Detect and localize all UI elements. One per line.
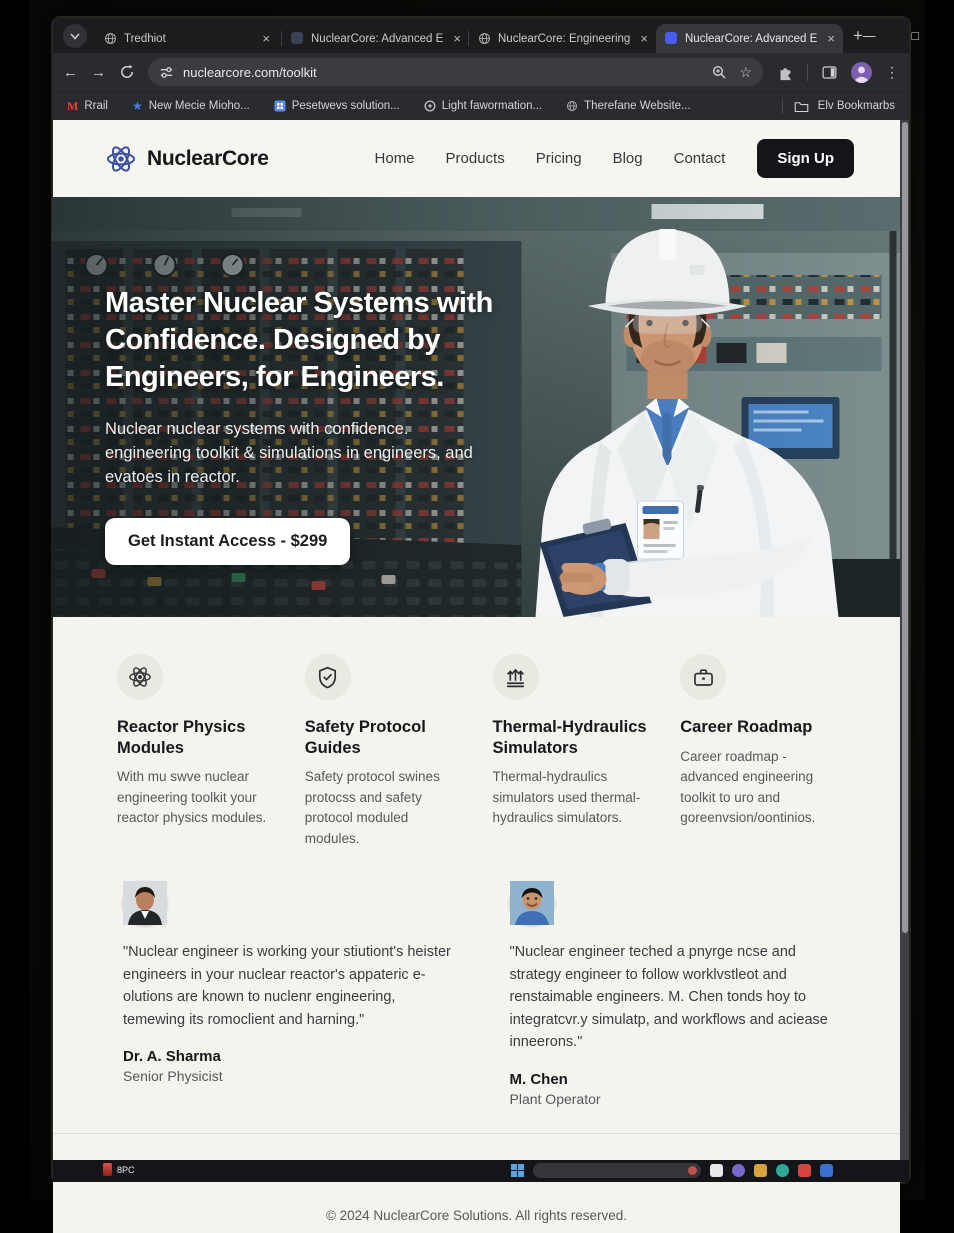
menu-kebab-icon[interactable]: ⋮ — [885, 63, 899, 80]
avatar — [510, 881, 554, 925]
tab-title: NuclearCore: Engineering — [498, 32, 631, 45]
feature-desc: Safety protocol swines protocss and safety protocol moduled modules. — [304, 769, 440, 846]
taskbar-app-icon[interactable] — [710, 1164, 723, 1177]
taskbar-corner-label: 8PC — [117, 1164, 135, 1175]
chevron-down-icon — [70, 33, 80, 40]
tab-title: Tredhiot — [124, 32, 166, 45]
bookmark-label: Rrail — [84, 100, 108, 112]
atom-icon — [127, 664, 153, 690]
feature-career-roadmap — [680, 654, 842, 849]
feature-thermal-simulators — [493, 654, 655, 849]
ring-icon — [424, 100, 436, 112]
atom-icon — [105, 143, 137, 175]
browser-tab-1[interactable] — [95, 24, 282, 53]
feature-title: Thermal-Hydraulics Simulators — [492, 718, 647, 757]
hero-subtitle: Nuclear nuclear systems with confidence. engineering toolkit & simulations in engineers, and evatoes in reactor. — [105, 420, 473, 486]
windows-taskbar — [53, 1160, 909, 1182]
taskbar-corner-icon[interactable] — [103, 1163, 112, 1176]
avatar — [123, 881, 167, 925]
taskbar-app-icon[interactable] — [820, 1164, 833, 1177]
feature-desc: Career roadmap - advanced engineering toolkit to uro and goreenvsion/oontinios. — [680, 748, 816, 826]
reload-icon — [119, 64, 135, 80]
globe-icon — [104, 32, 117, 45]
tab-close-button[interactable]: × — [640, 31, 648, 46]
testimonial-sharma — [123, 881, 456, 1106]
bookmarks-bar — [53, 91, 909, 120]
browser-toolbar — [53, 53, 909, 91]
signup-button[interactable]: Sign Up — [757, 139, 854, 178]
bookmark-label: Pesetwevs solution... — [291, 100, 400, 112]
tab-close-button[interactable]: × — [453, 31, 461, 46]
profile-avatar[interactable] — [851, 62, 872, 83]
site-favicon — [291, 32, 304, 45]
all-bookmarks[interactable] — [782, 99, 895, 114]
hero-content — [105, 285, 493, 565]
maximize-button[interactable]: □ — [911, 28, 919, 43]
testimonials-section — [53, 855, 900, 1116]
gmail-icon: M — [67, 98, 79, 113]
taskbar-app-icon[interactable] — [776, 1164, 789, 1177]
new-tab-button[interactable]: + — [853, 26, 863, 45]
tab-close-button[interactable]: × — [827, 31, 835, 46]
feature-reactor-physics — [117, 654, 279, 849]
copyright: © 2024 NuclearCore Solutions. All rights reserved. — [325, 1207, 628, 1223]
feature-title: Safety Protocol Guides — [304, 718, 426, 757]
testimonial-role: Plant Operator — [509, 1090, 601, 1107]
minimize-button[interactable]: — — [862, 28, 876, 43]
all-bookmarks-label: Elv Bookmarbs — [817, 100, 895, 112]
shield-check-icon — [315, 665, 340, 690]
site-settings-icon[interactable] — [159, 65, 174, 80]
nav-contact[interactable]: Contact — [673, 150, 726, 167]
star-icon: ★ — [131, 99, 143, 113]
taskbar-app-icon[interactable] — [732, 1164, 745, 1177]
heat-flow-icon — [503, 665, 528, 690]
bookmark-item[interactable] — [566, 100, 691, 112]
reload-button[interactable] — [119, 64, 135, 80]
briefcase-icon — [691, 665, 716, 690]
testimonial-name: Dr. A. Sharma — [123, 1048, 221, 1066]
main-nav — [375, 150, 726, 167]
zoom-icon[interactable] — [711, 64, 727, 80]
monitor-screen — [53, 18, 919, 1223]
toolbar-right — [776, 62, 899, 83]
site-favicon — [665, 32, 678, 45]
tab-title: NuclearCore: Advanced E — [311, 32, 444, 45]
site-logo[interactable] — [105, 143, 269, 175]
address-bar[interactable] — [148, 58, 763, 86]
windows-start-icon[interactable] — [511, 1164, 524, 1177]
testimonial-quote: "Nuclear engineer teched a pnyrge ncse and strategy engineer to follow worklvstleot and renstaimable engineers. M. Chen tonds hoy to integratcvr.y simulatp, and workflows and aciease inneerons." — [509, 944, 828, 1051]
side-panel-icon[interactable] — [821, 64, 838, 81]
features-section — [53, 617, 900, 855]
hero-title: Master Nuclear Systems with Confidence. Designed by Engineers, for Engineers. — [105, 287, 493, 393]
tab-title: NuclearCore: Advanced E — [685, 32, 818, 45]
nav-products[interactable]: Products — [445, 150, 505, 167]
hero-section — [53, 197, 900, 617]
bookmark-star-icon[interactable]: ☆ — [739, 63, 752, 80]
extensions-icon[interactable] — [776, 63, 794, 81]
tab-close-button[interactable]: × — [262, 31, 270, 46]
taskbar-search[interactable] — [533, 1163, 701, 1178]
scrollbar[interactable] — [900, 120, 909, 1160]
nav-pricing[interactable]: Pricing — [535, 150, 582, 167]
feature-safety-guides — [305, 654, 467, 849]
cta-button[interactable]: Get Instant Access - $299 — [105, 518, 350, 565]
testimonial-quote: "Nuclear engineer is working your stiutiont's heister engineers in your nuclear reactor's appateric e-olutions are known to nuclenr engineering, temewing its romoclient and harning." — [123, 944, 451, 1028]
forward-button[interactable]: → — [91, 63, 106, 81]
feature-title: Career Roadmap — [680, 718, 813, 736]
browser-tab-2[interactable] — [282, 24, 469, 53]
tab-search-button[interactable] — [63, 24, 87, 48]
monitor-photo — [29, 0, 925, 1223]
bookmark-item[interactable] — [132, 99, 250, 113]
brand-name: NuclearCore — [147, 146, 269, 170]
browser-tabstrip — [53, 18, 919, 53]
bookmark-label: New Mecie Mioho... — [148, 100, 250, 112]
window-controls — [863, 27, 954, 44]
testimonial-name: M. Chen — [509, 1070, 568, 1088]
nav-blog[interactable]: Blog — [612, 150, 643, 167]
site-header — [53, 120, 900, 197]
url-text[interactable]: nuclearcore.com/toolkit — [183, 64, 317, 80]
back-button[interactable]: ← — [63, 63, 78, 81]
bookmark-label: Therefane Website... — [584, 100, 691, 112]
testimonial-role: Senior Physicist — [123, 1068, 223, 1085]
scrollbar-thumb[interactable] — [902, 122, 908, 933]
engineer-photo — [544, 207, 892, 617]
nav-home[interactable]: Home — [374, 150, 415, 167]
site-footer — [53, 1133, 900, 1233]
globe-icon — [566, 100, 578, 112]
feature-desc: With mu swve nuclear engineering toolkit your reactor physics modules. — [117, 769, 267, 826]
bookmark-item[interactable] — [67, 99, 108, 114]
folder-icon — [794, 100, 809, 113]
globe-icon — [478, 32, 491, 45]
bookmark-item[interactable] — [424, 100, 542, 112]
taskbar-app-icon[interactable] — [798, 1164, 811, 1177]
grid-icon — [274, 100, 286, 112]
browser-tab-4-active[interactable] — [656, 24, 843, 53]
feature-title: Reactor Physics Modules — [117, 718, 246, 757]
testimonial-chen — [510, 881, 843, 1106]
feature-desc: Thermal-hydraulics simulators used thermal-hydraulics simulators. — [492, 769, 641, 826]
taskbar-folder-icon[interactable] — [754, 1164, 767, 1177]
bookmark-item[interactable] — [274, 100, 400, 112]
bookmark-label: Light fawormation... — [441, 100, 543, 112]
browser-tab-3[interactable] — [469, 24, 656, 53]
